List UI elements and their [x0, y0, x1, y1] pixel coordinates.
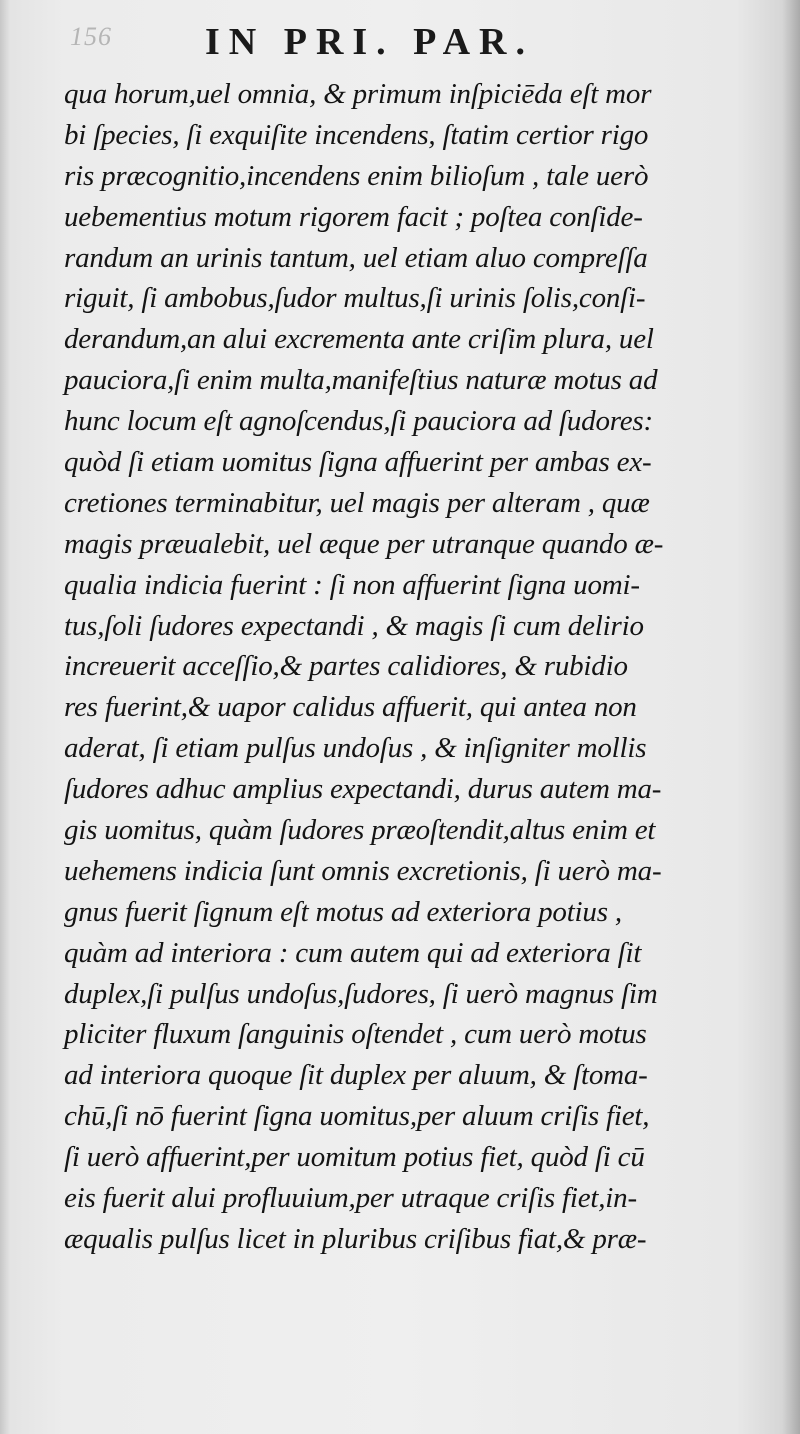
text-line: pauciora,ſi enim multa,manifeſtius naturæ motus ad	[64, 364, 658, 397]
text-line: riguit, ſi ambobus,ſudor multus,ſi urinis ſolis,conſi-	[64, 282, 646, 315]
text-line: aderat, ſi etiam pulſus undoſus , & inſigniter mollis	[64, 732, 647, 765]
text-line: qua horum,uel omnia, & primum inſpiciēda eſt mor	[64, 78, 652, 110]
text-line: randum an urinis tantum, uel etiam aluo compreſſa	[64, 241, 648, 274]
page-number: 156	[70, 22, 112, 51]
text-line: æqualis pulſus licet in pluribus criſibus fiat,& præ-	[64, 1222, 647, 1255]
text-line: qualia indicia fuerint : ſi non affuerint ſigna uomi-	[64, 568, 640, 601]
text-line: increuerit acceſſio,& partes calidiores, & rubidio	[64, 650, 628, 683]
text-line: cretiones terminabitur, uel magis per alteram , quæ	[64, 486, 650, 519]
text-line: ſi uerò affuerint,per uomitum potius fiet, quòd ſi cū	[64, 1141, 645, 1174]
text-line: quòd ſi etiam uomitus ſigna affuerint per ambas ex-	[64, 446, 652, 479]
text-line: res fuerint,& uapor calidus affuerit, qui antea non	[64, 691, 637, 724]
text-line: ſudores adhuc amplius expectandi, durus autem ma-	[64, 773, 662, 806]
running-head: IN PRI. PAR.	[205, 21, 534, 63]
text-line: chū,ſi nō fuerint ſigna uomitus,per aluum criſis fiet,	[64, 1100, 650, 1133]
text-line: uehemens indicia ſunt omnis excretionis, ſi uerò ma-	[64, 854, 662, 887]
page-gutter-shadow	[0, 0, 10, 1434]
text-line: ad interiora quoque ſit duplex per aluum, & ſtoma-	[64, 1059, 648, 1092]
text-line: ris præcognitio,incendens enim bilioſum , tale uerò	[64, 159, 649, 192]
text-line: eis fuerit alui profluuium,per utraque criſis fiet,in-	[64, 1182, 637, 1215]
text-line: duplex,ſi pulſus undoſus,ſudores, ſi uerò magnus ſim	[64, 977, 658, 1010]
text-line: derandum,an alui excrementa ante criſim plura, uel	[64, 323, 654, 356]
text-line: gnus fuerit ſignum eſt motus ad exteriora potius ,	[64, 895, 622, 928]
text-line: uebementius motum rigorem facit ; poſtea conſide-	[64, 200, 643, 233]
body-text	[64, 74, 764, 1260]
text-line: tus,ſoli ſudores expectandi , & magis ſi cum delirio	[64, 609, 644, 642]
text-line: bi ſpecies, ſi exquiſite incendens, ſtatim certior rigo	[64, 118, 649, 151]
text-line: quàm ad interiora : cum autem qui ad exteriora ſit	[64, 936, 642, 969]
page-edge-shadow	[782, 0, 800, 1434]
text-line: gis uomitus, quàm ſudores præoſtendit,altus enim et	[64, 814, 656, 847]
text-line: hunc locum eſt agnoſcendus,ſi pauciora ad ſudores:	[64, 405, 653, 438]
text-line: pliciter fluxum ſanguinis oſtendet , cum uerò motus	[64, 1018, 647, 1051]
text-line: magis præualebit, uel æque per utranque quando æ-	[64, 527, 664, 560]
